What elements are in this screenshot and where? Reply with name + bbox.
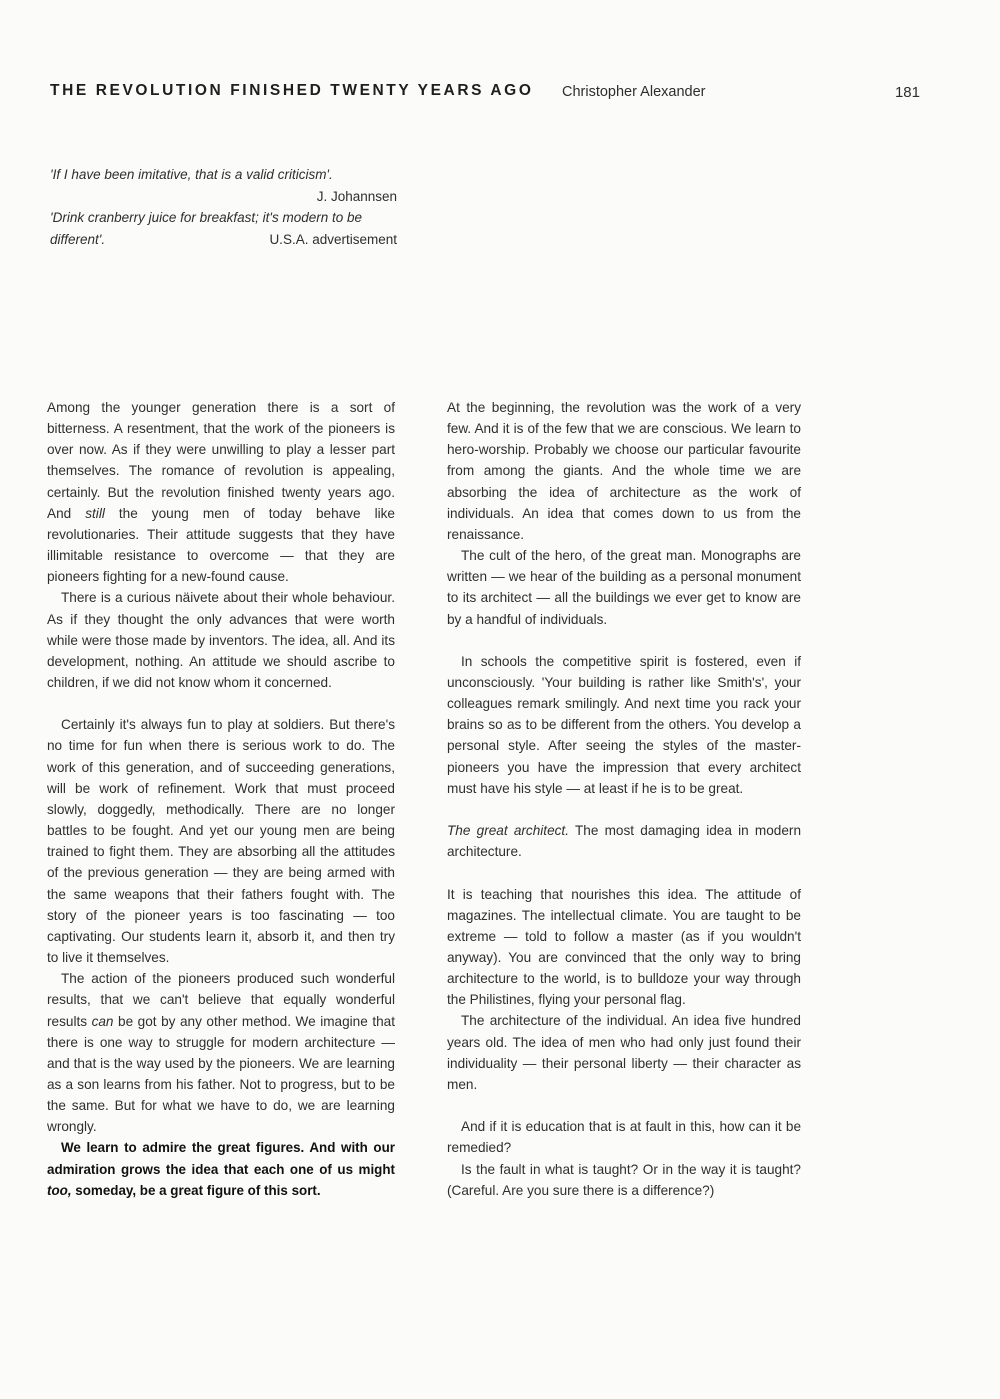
paragraph (447, 820, 801, 862)
epigraph-line (50, 229, 397, 251)
author-name: Christopher Alexander (562, 84, 706, 100)
paragraph: And if it is education that is at fault in this, how can it be remedied? (447, 1119, 801, 1156)
emphasis: can (91, 1013, 114, 1029)
text-run: The most damaging idea in modern architecture. (447, 823, 801, 860)
article-title: THE REVOLUTION FINISHED TWENTY YEARS AGO (50, 82, 534, 99)
epigraph-source: J. Johannsen (316, 188, 397, 204)
text-run: be got by any other method. We imagine that there is one way to struggle for modern architecture — and that is the way used by the pioneers. We are learning as a son learns from his father. Not to progress, but to be the same. But for what we have to do, we are learning wrongly. (47, 1013, 396, 1135)
emphasis: still (85, 505, 105, 521)
running-header (50, 82, 920, 106)
paragraph (47, 1137, 395, 1200)
emphasis: too, (47, 1182, 72, 1198)
paragraph: The architecture of the individual. An idea five hundred years old. The idea of men who had only just found their individuality — their personal liberty — their character as men. (447, 1013, 801, 1092)
page-number: 181 (894, 84, 920, 101)
text-run: someday, be a great figure of this sort. (75, 1182, 321, 1198)
text-run: The action of the pioneers produced such wonderful results, that we can't believe that equally wonderful results (47, 971, 395, 1029)
paragraph: There is a curious näivete about their whole behaviour. As if they thought the only advances that were worth while were those made by inventors. The idea, all. And its development, nothing. An attitude we should ascribe to children, if we did not know whom it concerned. (47, 590, 395, 691)
paragraph (47, 968, 395, 1137)
paragraph: Certainly it's always fun to play at soldiers. But there's no time for fun when there is serious work to do. The work of this generation, and of succeeding generations, will be work of refinement. Work that must proceed slowly, doggedly, methodically. There are no longer battles to be fought. And yet our young men are being trained to fight them. They are absorbing all the attitudes of the previous generation — they are being armed with the same weapons that their fathers fought with. The story of the pioneer years is too fascinating — too captivating. Our students learn it, absorb it, and then try to live it themselves. (47, 717, 395, 966)
left-column (47, 397, 395, 1201)
epigraph-quote: 'If I have been imitative, that is a valid criticism'. (50, 167, 333, 182)
paragraph: Is the fault in what is taught? Or in the way it is taught? (Careful. Are you sure there is a difference?) (447, 1161, 801, 1198)
paragraph: The cult of the hero, of the great man. Monographs are written — we hear of the building as a personal monument to its architect — all the buildings we ever get to know are by a handful of individuals. (447, 548, 801, 627)
text-run: the young men of today behave like revolutionaries. Their attitude suggests that they have illimitable resistance to overcome — that they are pioneers fighting for a new-found cause. (47, 505, 395, 585)
epigraph-source: U.S.A. advertisement (269, 231, 397, 247)
paragraph: In schools the competitive spirit is fostered, even if unconsciously. 'Your building is rather like Smith's', your colleagues remark smilingly. And next time you rack your brains so as to be different from the others. You develop a personal style. After seeing the styles of the master-pioneers you have the impression that every architect must have his style — at least if he is to be great. (447, 653, 801, 796)
right-column (447, 397, 801, 1201)
epigraphs (50, 164, 397, 250)
paragraph (47, 397, 395, 587)
epigraph-quote: 'Drink cranberry juice for breakfast; it's modern to be (50, 210, 363, 225)
epigraph-quote: different'. (50, 231, 106, 247)
text-run: We learn to admire the great figures. And with our admiration grows the idea that each one of us might (47, 1140, 395, 1177)
paragraph: At the beginning, the revolution was the work of a very few. And it is of the few that we are conscious. We learn to hero-worship. Probably we choose our particular favourite from among the giants. And the whole time we are absorbing the idea of architecture as the work of individuals. An idea that comes down to us from the renaissance. (447, 400, 801, 542)
paragraph: It is teaching that nourishes this idea. The attitude of magazines. The intellectual climate. You are taught to be extreme — told to follow a master (as if you wouldn't anyway). You are convinced that the only way to bring architecture to the world, is to bulldoze your way through the Philistines, flying your personal flag. (447, 886, 801, 1008)
text-run: Among the younger generation there is a sort of bitterness. A resentment, that the work of the pioneers is over now. As if they were unwilling to play a lesser part themselves. The romance of revolution is appealing, certainly. But the revolution finished twenty years ago. And (47, 400, 395, 521)
emphasis: The great architect. (447, 823, 569, 839)
